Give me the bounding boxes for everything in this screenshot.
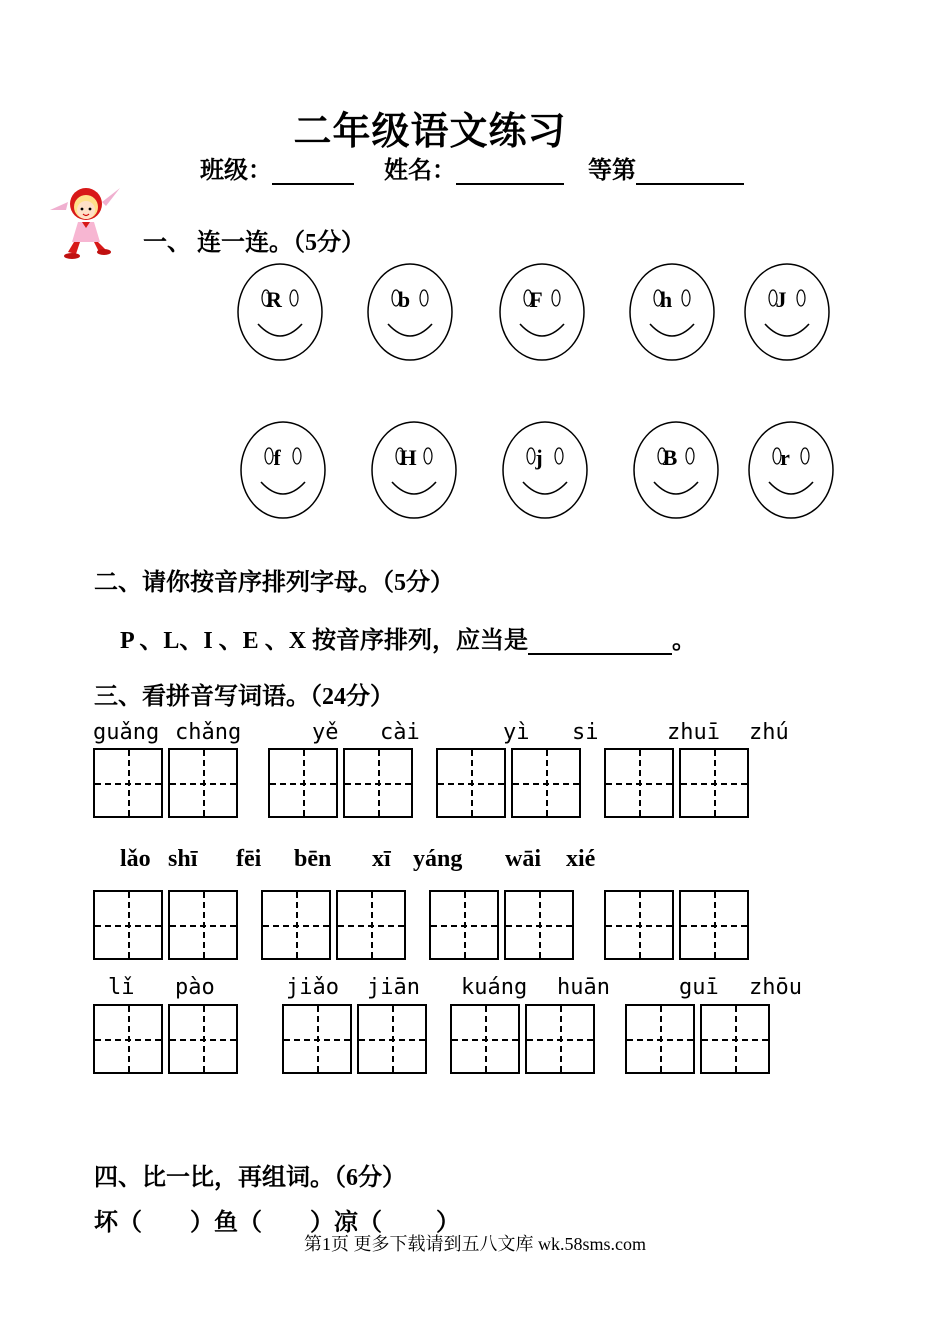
face-letter: j	[535, 445, 543, 470]
writing-box[interactable]	[336, 890, 406, 960]
writing-box[interactable]	[504, 890, 574, 960]
section4-heading: 四、比一比，再组词。（6分）	[94, 1165, 406, 1191]
name-label: 姓名：	[384, 158, 456, 184]
smiley-face-icon[interactable]	[239, 420, 327, 520]
cartoon-girl-icon	[42, 180, 128, 262]
pinyin: jiǎo	[286, 975, 339, 1000]
class-blank[interactable]	[272, 157, 354, 185]
smiley-face-icon[interactable]	[747, 420, 835, 520]
pinyin: pào	[175, 975, 215, 1000]
name-blank[interactable]	[456, 157, 564, 185]
face-letter: f	[273, 445, 281, 470]
pinyin: chǎng	[175, 720, 242, 745]
face-letter: b	[397, 287, 411, 312]
pinyin: huān	[557, 975, 610, 1000]
smiley-face-icon[interactable]	[501, 420, 589, 520]
writing-box[interactable]	[168, 1004, 238, 1074]
writing-box[interactable]	[93, 748, 163, 818]
writing-box[interactable]	[168, 890, 238, 960]
pinyin: zhōu	[749, 975, 802, 1000]
writing-box[interactable]	[625, 1004, 695, 1074]
writing-box[interactable]	[93, 1004, 163, 1074]
pinyin: yě	[312, 720, 339, 745]
pinyin: xī	[372, 846, 391, 872]
writing-box[interactable]	[679, 890, 749, 960]
pinyin: guī	[679, 975, 719, 1000]
writing-box[interactable]	[525, 1004, 595, 1074]
writing-box[interactable]	[604, 748, 674, 818]
section3-heading: 三、看拼音写词语。（24分）	[94, 684, 394, 710]
pinyin: lǎo	[120, 846, 151, 872]
writing-box[interactable]	[343, 748, 413, 818]
section2-question	[120, 620, 696, 655]
smiley-face-icon[interactable]	[628, 262, 716, 362]
writing-box[interactable]	[436, 748, 506, 818]
pinyin: xié	[566, 846, 596, 872]
writing-box[interactable]	[604, 890, 674, 960]
section2-heading: 二、请你按音序排列字母。（5分）	[94, 570, 454, 596]
smiley-face-icon[interactable]	[498, 262, 586, 362]
pinyin: jiān	[367, 975, 420, 1000]
section2-question-end: 。	[672, 628, 697, 654]
section1-heading: 一、 连一连。（5分）	[143, 230, 365, 256]
pinyin: shī	[168, 846, 198, 872]
smiley-face-icon[interactable]	[236, 262, 324, 362]
compare-item: ）凉（	[310, 1210, 382, 1236]
smiley-face-icon[interactable]	[366, 262, 454, 362]
page-title: 二年级语文练习	[293, 111, 567, 153]
face-letter: B	[662, 445, 678, 470]
pinyin: zhú	[749, 720, 789, 745]
pinyin: zhuī	[667, 720, 720, 745]
pinyin: kuáng	[461, 975, 528, 1000]
writing-box[interactable]	[679, 748, 749, 818]
smiley-face-icon[interactable]	[743, 262, 831, 362]
writing-box[interactable]	[282, 1004, 352, 1074]
compare-item: ）	[436, 1210, 460, 1236]
writing-box[interactable]	[93, 890, 163, 960]
writing-box[interactable]	[357, 1004, 427, 1074]
class-label: 班级：	[200, 158, 272, 184]
pinyin: fēi	[236, 846, 262, 872]
compare-item: ）鱼（	[190, 1210, 262, 1236]
pinyin: yáng	[413, 846, 463, 872]
face-letter: F	[529, 287, 543, 312]
grade-label: 等第	[588, 158, 636, 184]
writing-box[interactable]	[268, 748, 338, 818]
writing-box[interactable]	[511, 748, 581, 818]
writing-box[interactable]	[700, 1004, 770, 1074]
pinyin: bēn	[294, 846, 332, 872]
pinyin: si	[572, 720, 599, 745]
section2-question-text: P 、L、I 、E 、X 按音序排列，应当是	[120, 628, 529, 654]
pinyin: lǐ	[108, 975, 135, 1000]
pinyin: yì	[503, 720, 530, 745]
writing-box[interactable]	[168, 748, 238, 818]
smiley-face-icon[interactable]	[632, 420, 720, 520]
pinyin: cài	[380, 720, 420, 745]
writing-box[interactable]	[450, 1004, 520, 1074]
compare-item: 坏（	[94, 1210, 142, 1236]
face-letter: R	[266, 287, 282, 312]
grade-blank[interactable]	[636, 157, 744, 185]
writing-box[interactable]	[261, 890, 331, 960]
pinyin: wāi	[505, 846, 541, 872]
header-line	[200, 150, 744, 185]
smiley-face-icon[interactable]	[370, 420, 458, 520]
face-letter: r	[780, 445, 790, 470]
writing-box[interactable]	[429, 890, 499, 960]
pinyin: guǎng	[93, 720, 160, 745]
page-footer: 第1页 更多下载请到五八文库 wk.58sms.com	[304, 1234, 646, 1254]
section2-answer-blank[interactable]	[528, 629, 672, 655]
face-letter: h	[659, 287, 673, 312]
face-letter: H	[399, 445, 417, 470]
face-letter: J	[775, 287, 787, 312]
